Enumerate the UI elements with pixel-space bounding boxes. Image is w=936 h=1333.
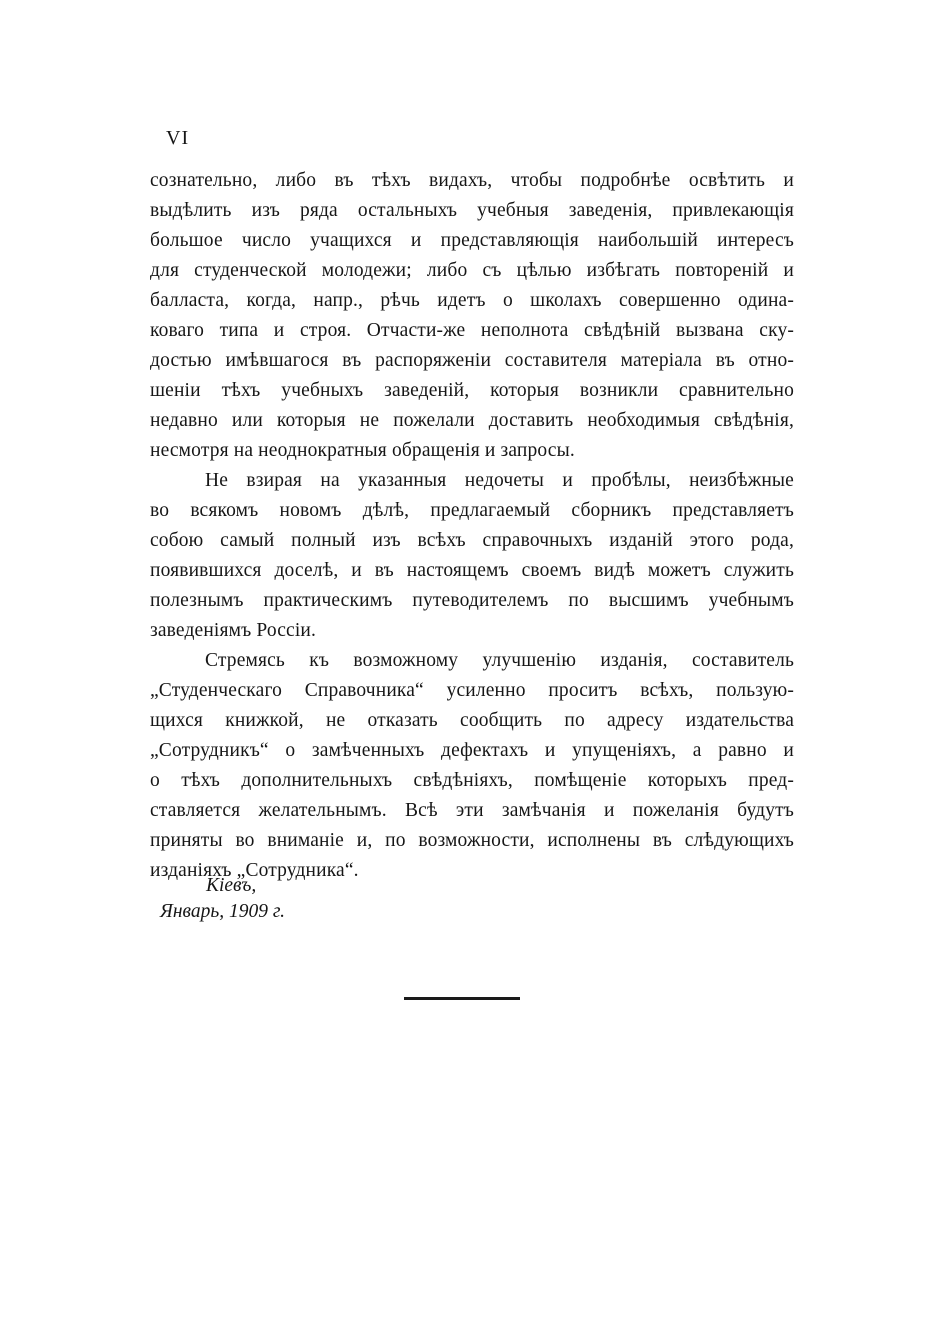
text-line: изданіяхъ „Сотрудника“. — [150, 860, 359, 881]
text-line: большое число учащихся и представляющія наибольшій интересъ — [150, 230, 794, 251]
signature — [160, 873, 285, 925]
text-line: заведеніямъ Россіи. — [150, 620, 317, 641]
text-line: „Студенческаго Справочника“ усиленно проситъ всѣхъ, пользую- — [150, 680, 794, 701]
text-line: приняты во вниманіе и, по возможности, исполнены въ слѣдующихъ — [150, 830, 794, 851]
signature-date: Январь, 1909 г. — [160, 901, 286, 922]
text-line: для студенческой молодежи; либо съ цѣлью избѣгать повтореній и — [150, 260, 794, 281]
text-line: выдѣлить изъ ряда остальныхъ учебныя заведенія, привлекающія — [150, 200, 794, 221]
text-line: появившихся доселѣ, и въ настоящемъ своемъ видѣ можетъ служить — [150, 560, 794, 581]
text-line: сознательно, либо въ тѣхъ видахъ, чтобы подробнѣе освѣтить и — [150, 170, 794, 191]
paragraph-3 — [150, 646, 794, 886]
text-line: Не взирая на указанныя недочеты и пробѣлы, неизбѣжные — [205, 470, 794, 491]
text-line: „Сотрудникъ“ о замѣченныхъ дефектахъ и упущеніяхъ, а равно и — [150, 740, 794, 761]
page-number: VI — [166, 127, 190, 149]
text-line: во всякомъ новомъ дѣлѣ, предлагаемый сборникъ представляетъ — [150, 500, 794, 521]
text-line: щихся книжкой, не отказать сообщить по адресу издательства — [150, 710, 794, 731]
text-line: собою самый полный изъ всѣхъ справочныхъ изданій этого рода, — [150, 530, 794, 551]
signature-city: Кіевъ, — [206, 875, 257, 896]
text-line: ставляется желательнымъ. Всѣ эти замѣчанія и пожеланія будутъ — [150, 800, 794, 821]
text-line: полезнымъ практическимъ путеводителемъ по высшимъ учебнымъ — [150, 590, 794, 611]
text-line: шеніи тѣхъ учебныхъ заведеній, которыя возникли сравнительно — [150, 380, 794, 401]
text-line: недавно или которыя не пожелали доставить необходимыя свѣдѣнія, — [150, 410, 794, 431]
text-line: достью имѣвшагося въ распоряженіи составителя матеріала въ отно- — [150, 350, 794, 371]
text-line: несмотря на неоднократныя обращенія и запросы. — [150, 440, 575, 461]
text-line: коваго типа и строя. Отчасти-же неполнота свѣдѣній вызвана ску- — [150, 320, 794, 341]
paragraph-1 — [150, 166, 794, 466]
text-line: балласта, когда, напр., рѣчь идетъ о школахъ совершенно одина- — [150, 290, 794, 311]
text-line: о тѣхъ дополнительныхъ свѣдѣніяхъ, помѣщеніе которыхъ пред- — [150, 770, 794, 791]
end-rule — [404, 997, 520, 1000]
paragraph-2 — [150, 466, 794, 646]
text-line: Стремясь къ возможному улучшенію изданія, составитель — [205, 650, 794, 671]
body-text — [150, 166, 794, 886]
